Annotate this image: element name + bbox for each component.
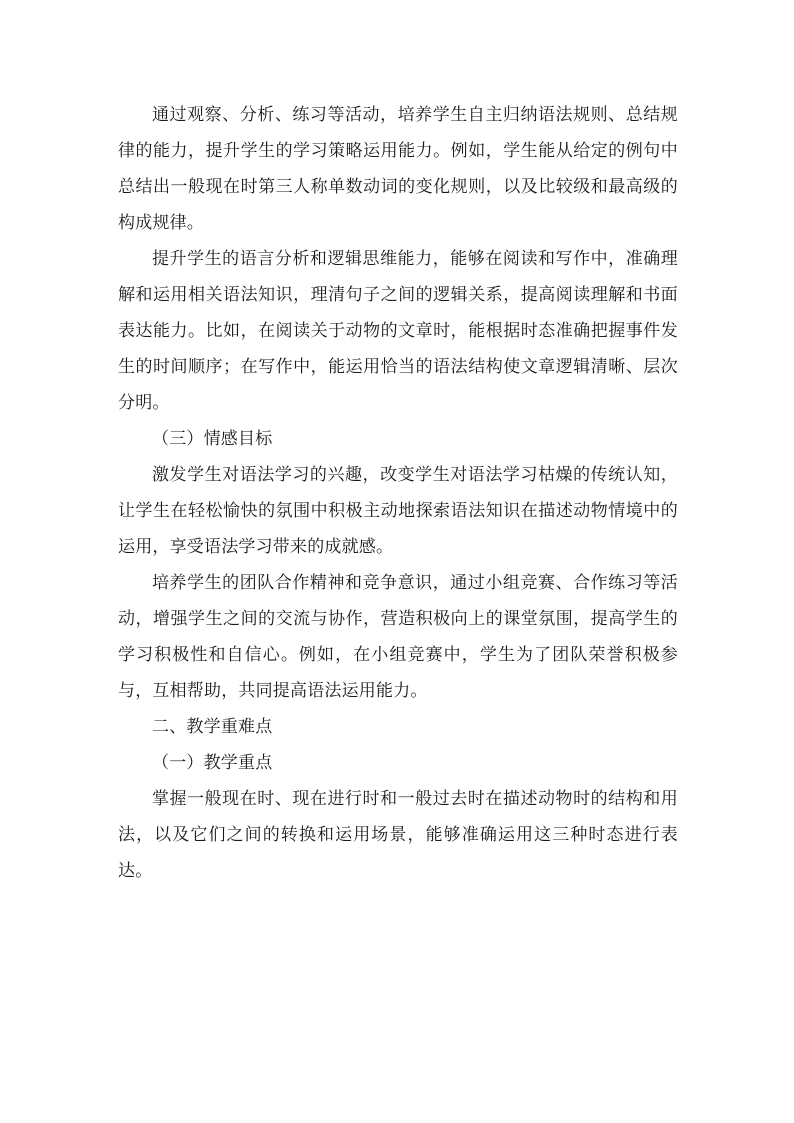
paragraph-tense-mastery: 掌握一般现在时、现在进行时和一般过去时在描述动物时的结构和用法，以及它们之间的转换和运用场景，能够准确运用这三种时态进行表达。: [118, 789, 678, 881]
heading-teaching-key-points: 二、教学重难点: [152, 717, 273, 737]
paragraph-learning-interest: 激发学生对语法学习的兴趣，改变学生对语法学习枯燥的传统认知，让学生在轻松愉快的氛围中积极主动地探索语法知识在描述动物情境中的运用，享受语法学习带来的成就感。: [118, 465, 678, 557]
document-body: [118, 97, 678, 889]
paragraph-thinking-ability: 提升学生的语言分析和逻辑思维能力，能够在阅读和写作中，准确理解和运用相关语法知识，理清句子之间的逻辑关系，提高阅读理解和书面表达能力。比如，在阅读关于动物的文章时，能根据时态准确把握事件发生的时间顺序；在写作中，能运用恰当的语法结构使文章逻辑清晰、层次分明。: [118, 249, 678, 413]
heading-key-point-one: （一）教学重点: [152, 753, 273, 773]
paragraph-teamwork: 培养学生的团队合作精神和竞争意识，通过小组竞赛、合作练习等活动，增强学生之间的交流与协作，营造积极向上的课堂氛围，提高学生的学习积极性和自信心。例如，在小组竞赛中，学生为了团队荣誉积极参与，互相帮助，共同提高语法运用能力。: [118, 573, 678, 701]
heading-emotional-goals: （三）情感目标: [152, 429, 273, 449]
paragraph-learning-strategy: 通过观察、分析、练习等活动，培养学生自主归纳语法规则、总结规律的能力，提升学生的学习策略运用能力。例如，学生能从给定的例句中总结出一般现在时第三人称单数动词的变化规则，以及比较级和最高级的构成规律。: [118, 105, 678, 233]
